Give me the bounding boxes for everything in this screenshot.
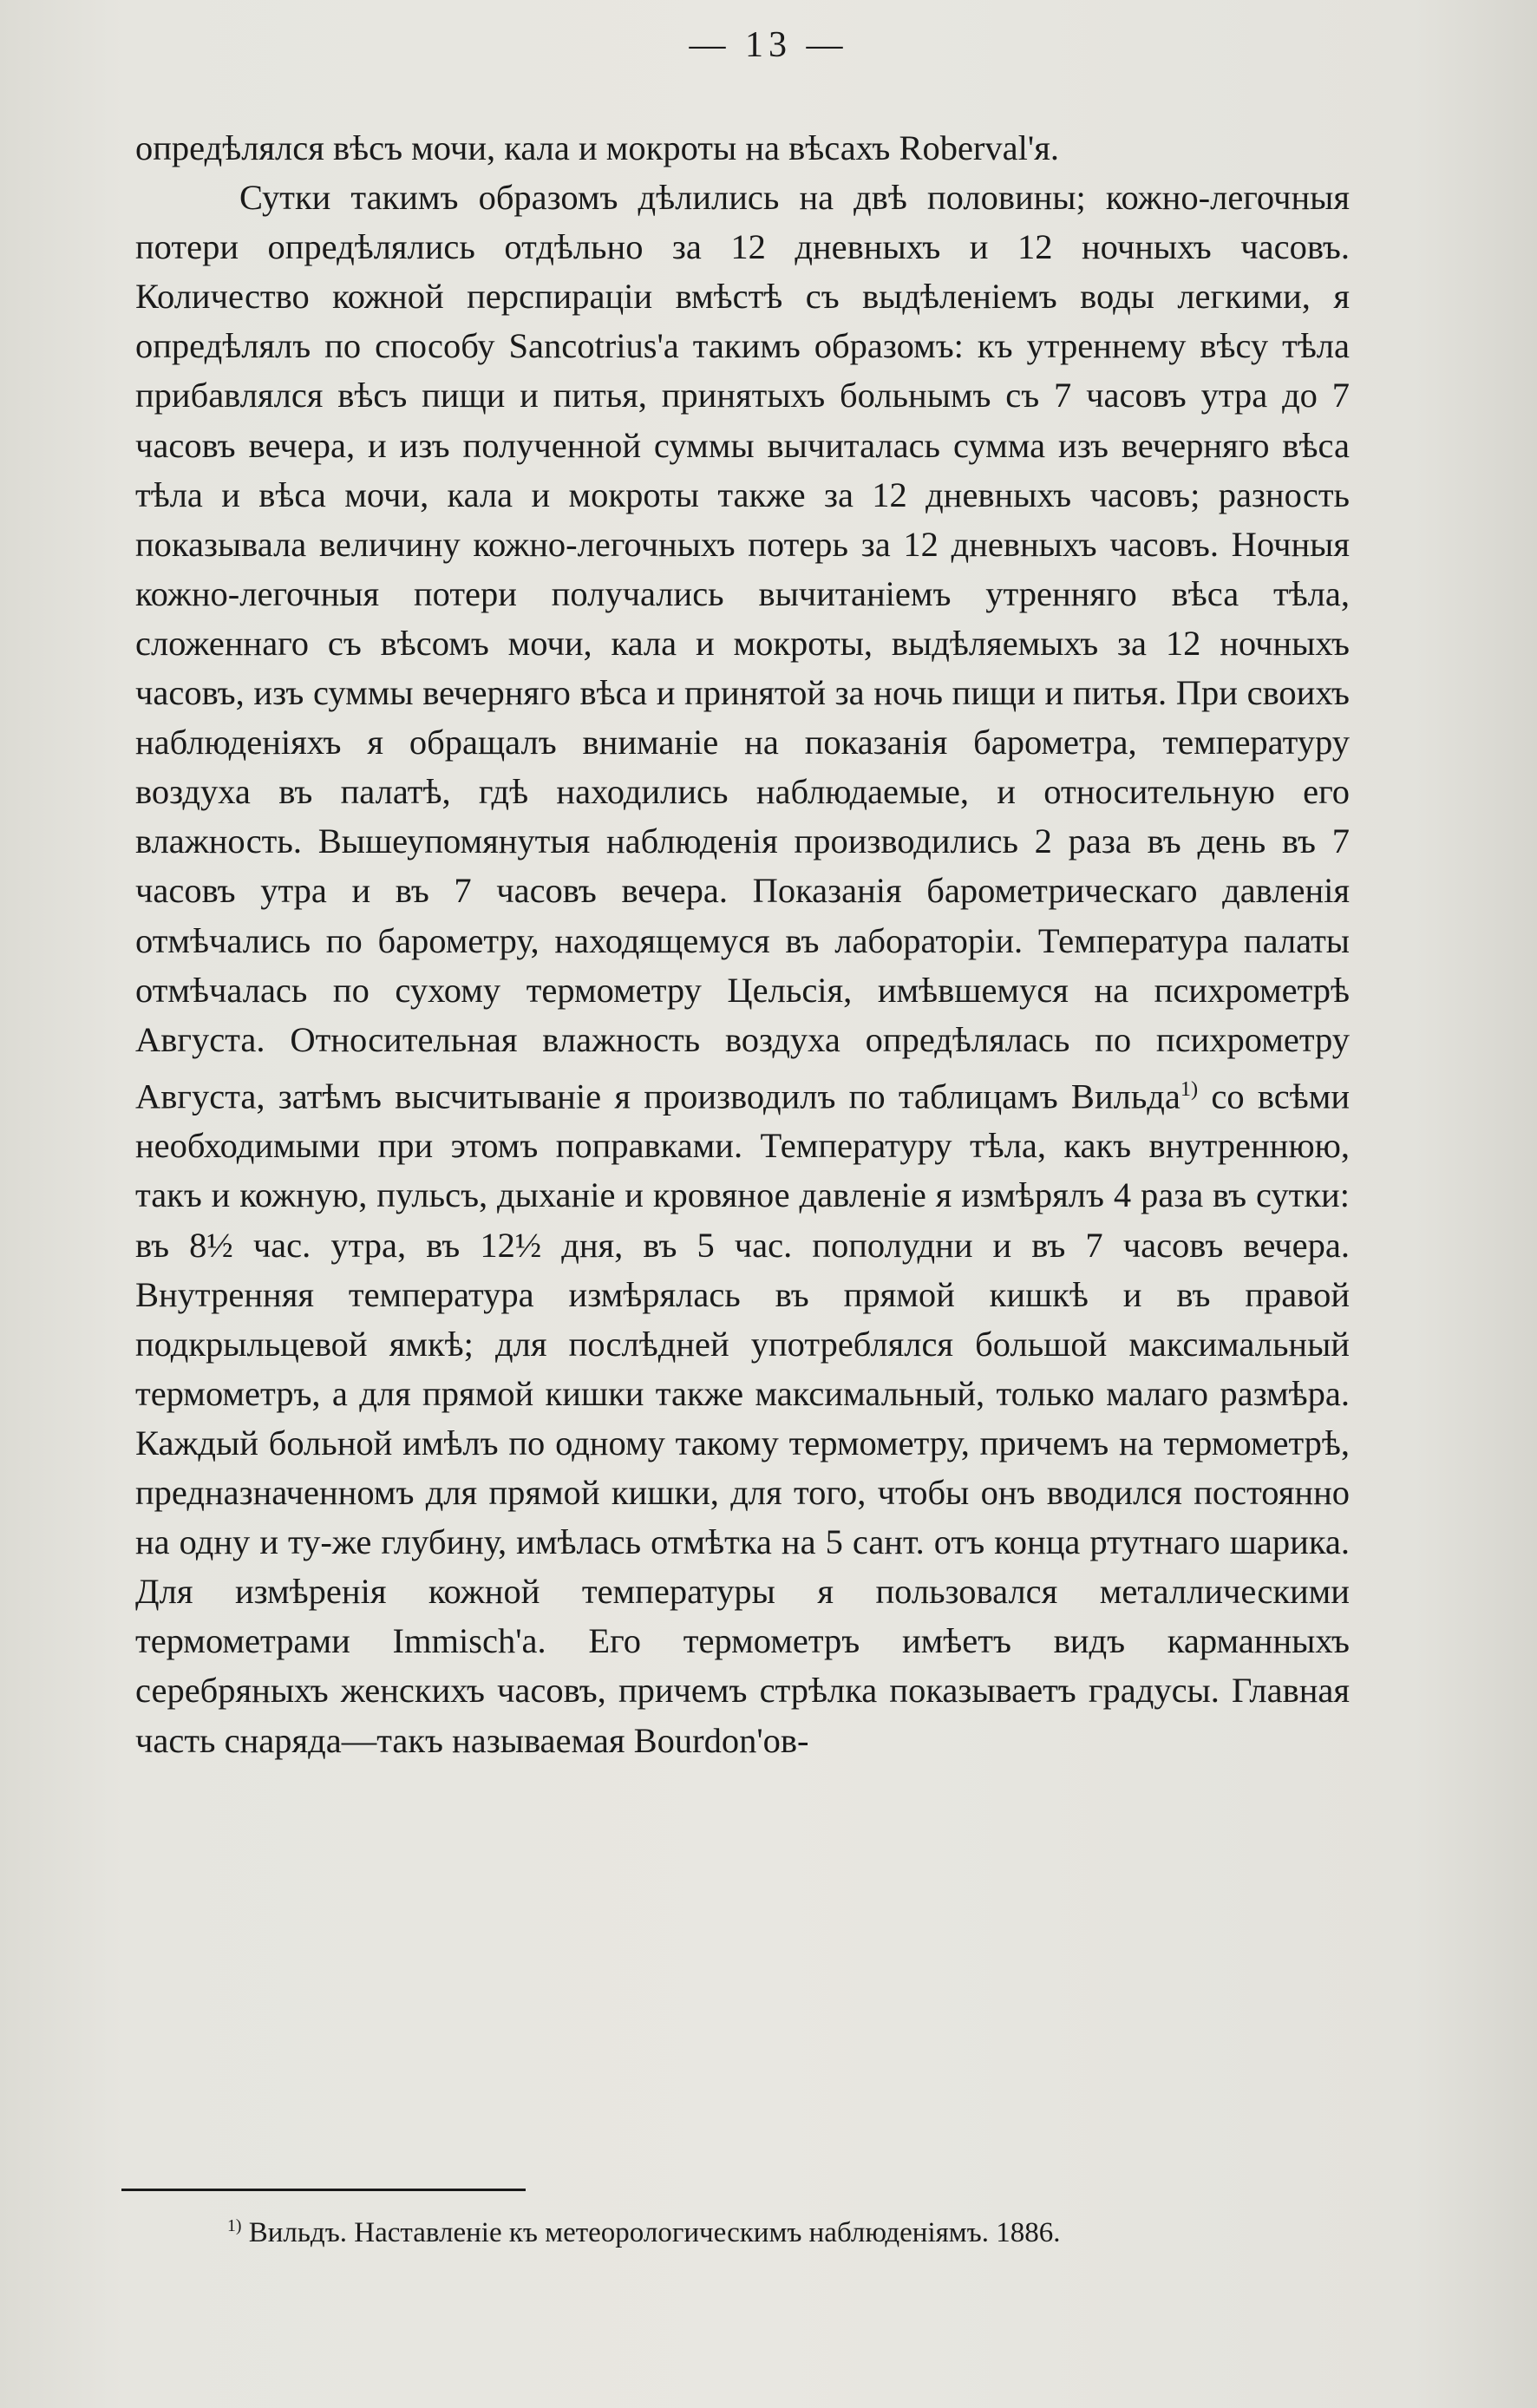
footnote-divider	[121, 2189, 526, 2191]
footnote-marker: 1)	[227, 2216, 242, 2235]
footnote	[227, 2207, 1355, 2252]
paragraph-continuation: опредѣлялся вѣсъ мочи, кала и мокроты на вѣсахъ Roberval'я.	[135, 128, 1059, 167]
footnote-reference: 1)	[1180, 1076, 1199, 1101]
footnote-text: Вильдъ. Наставленіе къ метеорологическимъ наблюденіямъ. 1886.	[241, 2217, 1061, 2248]
page-number: — 13 —	[689, 25, 848, 65]
paragraph-main	[135, 173, 1350, 1765]
paragraph-text-part-2: со всѣми необходимыми при этомъ поправками. Температуру тѣла, какъ внутреннюю, такъ и кожную, пульсъ, дыханіе и кровяное давленіе я измѣрялъ 4 раза въ сутки: въ 8½ час. утра, въ 12½ дня, въ 5 час. пополудни и въ 7 часовъ вечера. Внутренняя температура измѣрялась въ прямой кишкѣ и въ правой подкрыльцевой ямкѣ; для послѣдней употреблялся большой максимальный термометръ, а для прямой кишки также максимальный, только малаго размѣра. Каждый больной имѣлъ по одному такому термометру, причемъ на термометрѣ, предназначенномъ для прямой кишки, для того, чтобы онъ вводился постоянно на одну и ту-же глубину, имѣлась отмѣтка на 5 сант. отъ конца ртутнаго шарика. Для измѣренія кожной температуры я пользовался металлическими термометрами Immisch'а. Его термометръ имѣетъ видъ карманныхъ серебряныхъ женскихъ часовъ, причемъ стрѣлка показываетъ градусы. Главная часть снаряда—такъ называемая Bourdon'ов-	[135, 1076, 1351, 1760]
paragraph-text-part-1: Сутки такимъ образомъ дѣлились на двѣ половины; кожно-легочныя потери опредѣлялись отдѣльно за 12 дневныхъ и 12 ночныхъ часовъ. Количество кожной перспираціи вмѣстѣ съ выдѣленіемъ воды легкими, я опредѣлялъ по способу Sancotrius'а такимъ образомъ: къ утреннему вѣсу тѣла прибавлялся вѣсъ пищи и питья, принятыхъ больнымъ съ 7 часовъ утра до 7 часовъ вечера, и изъ полученной суммы вычиталась сумма изъ вечерняго вѣса тѣла и вѣса мочи, кала и мокроты также за 12 дневныхъ часовъ; разность показывала величину кожно-легочныхъ потерь за 12 дневныхъ часовъ. Ночныя кожно-легочныя потери получались вычитаніемъ утренняго вѣса тѣла, сложеннаго съ вѣсомъ мочи, кала и мокроты, выдѣляемыхъ за 12 ночныхъ часовъ, изъ суммы вечерняго вѣса и принятой за ночь пищи и питья. При своихъ наблюденіяхъ я обращалъ вниманіе на показанія барометра, температуру воздуха въ палатѣ, гдѣ находились наблюдаемые, и относительную его влажность. Вышеупомянутыя наблюденія производились 2 раза въ день въ 7 часовъ утра и въ 7 часовъ вечера. Показанія барометрическаго давленія отмѣчались по барометру, находящемуся въ лабораторіи. Температура палаты отмѣчалась по сухому термометру Цельсія, имѣвшемуся на психрометрѣ Августа. Относительная влажность воздуха опредѣлялась по психрометру Августа, затѣмъ высчитываніе я производилъ по таблицамъ Вильда	[135, 178, 1350, 1116]
body-text	[135, 123, 1350, 1765]
